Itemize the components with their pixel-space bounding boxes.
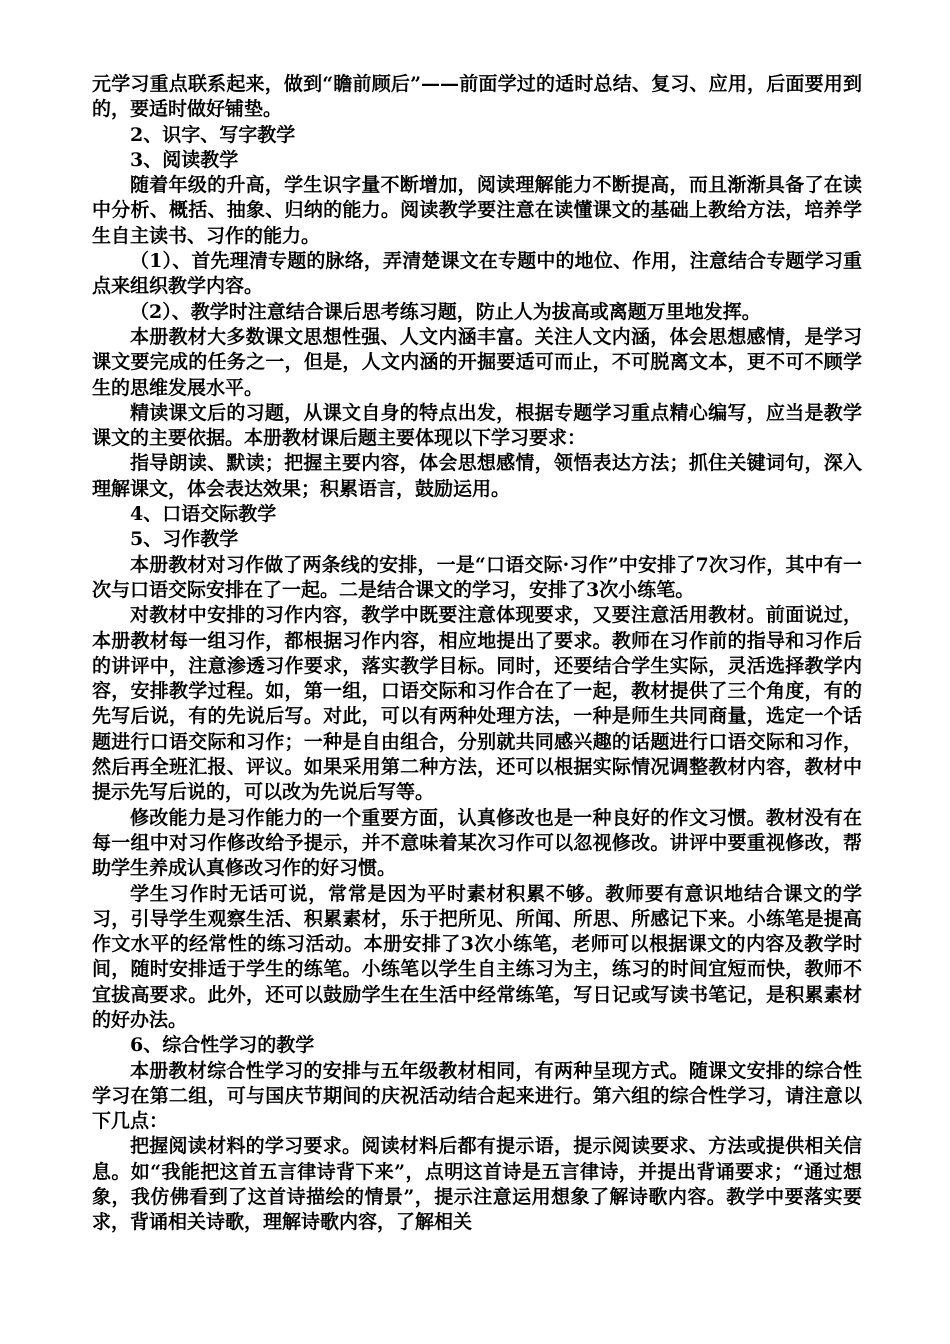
paragraph-exercises: 精读课文后的习题，从课文自身的特点出发，根据专题学习重点精心编写，应当是教学课文的主要依据。本册教材课后题主要体现以下学习要求：	[92, 401, 862, 450]
paragraph-material-accumulation: 学生习作时无话可说，常常是因为平时素材积累不够。教师要有意识地结合课文的学习，引导学生观察生活、积累素材，乐于把所见、所闻、所思、所感记下来。小练笔是提高作文水平的经常性的练习活动。本册安排了3次小练笔，老师可以根据课文的内容及教学时间，随时安排适于学生的练笔。小练笔以学生自主练习为主，练习的时间宜短而快，教师不宜拔高要求。此外，还可以鼓励学生在生活中经常练笔，写日记或写读书笔记，是积累素材的好办法。	[92, 882, 862, 1031]
document-page	[92, 72, 862, 1236]
paragraph-comprehensive-arrangement: 本册教材综合性学习的安排与五年级教材相同，有两种呈现方式。随课文安排的综合性学习在第二组，可与国庆节期间的庆祝活动结合起来进行。第六组的综合性学习，请注意以下几点：	[92, 1059, 862, 1133]
paragraph-composition-teaching: 对教材中安排的习作内容，教学中既要注意体现要求，又要注意活用教材。前面说过，本册教材每一组习作，都根据习作内容，相应地提出了要求。教师在习作前的指导和习作后的讲评中，注意渗透习作要求，落实教学目标。同时，还要结合学生实际，灵活选择教学内容，安排教学过程。如，第一组，口语交际和习作合在了一起，教材提供了三个角度，有的先写后说，有的先说后写。对此，可以有两种处理方法，一种是师生共同商量，选定一个话题进行口语交际和习作；一种是自由组合，分别就共同感兴趣的话题进行口语交际和习作，然后再全班汇报、评议。如果采用第二种方法，还可以根据实际情况调整教材内容，教材中提示先写后说的，可以改为先说后写等。	[92, 604, 862, 804]
paragraph-revision: 修改能力是习作能力的一个重要方面，认真修改也是一种良好的作文习惯。教材没有在每一组中对习作修改给予提示，并不意味着某次习作可以忽视修改。讲评中要重视修改，帮助学生养成认真修改习作的好习惯。	[92, 806, 862, 880]
paragraph-reading-point-2: （2）、教学时注意结合课后思考练习题，防止人为拔高或离题万里地发挥。	[130, 300, 761, 323]
paragraph-continuation: 元学习重点联系起来，做到“瞻前顾后”——前面学过的适时总结、复习、应用，后面要用到的，要适时做好铺垫。	[92, 73, 862, 121]
paragraph-requirements: 指导朗读、默读；把握主要内容，体会思想感情，领悟表达方法；抓住关键词句，深入理解课文，体会表达效果；积累语言，鼓励运用。	[92, 452, 862, 500]
paragraph-reading-point-1: （1）、首先理清专题的脉络，弄清楚课文在专题中的地位、作用，注意结合专题学习重点来组织教学内容。	[92, 250, 862, 298]
section-heading-literacy-writing: 2、识字、写字教学	[130, 123, 296, 146]
section-heading-reading: 3、阅读教学	[130, 148, 239, 171]
section-heading-oral-communication: 4、口语交际教学	[130, 503, 277, 526]
section-heading-comprehensive-learning: 6、综合性学习的教学	[130, 1034, 315, 1057]
section-heading-composition: 5、习作教学	[130, 528, 239, 551]
paragraph-humanistic-content: 本册教材大多数课文思想性强、人文内涵丰富。关注人文内涵，体会思想感情，是学习课文要完成的任务之一，但是，人文内涵的开掘要适可而止，不可脱离文本，更不可不顾学生的思维发展水平。	[92, 325, 862, 399]
paragraph-reading-materials: 把握阅读材料的学习要求。阅读材料后都有提示语，提示阅读要求、方法或提供相关信息。如“我能把这首五言律诗背下来”，点明这首诗是五言律诗，并提出背诵要求；“通过想象，我仿佛看到了这首诗描绘的情景”，提示注意运用想象了解诗歌内容。教学中要落实要求，背诵相关诗歌，理解诗歌内容，了解相关	[92, 1135, 862, 1234]
paragraph-reading-intro: 随着年级的升高，学生识字量不断增加，阅读理解能力不断提高，而且渐渐具备了在读中分析、概括、抽象、归纳的能力。阅读教学要注意在读懂课文的基础上教给方法，培养学生自主读书、习作的能力。	[92, 174, 862, 247]
paragraph-composition-arrangement: 本册教材对习作做了两条线的安排，一是“口语交际·习作”中安排了7次习作，其中有一次与口语交际安排在了一起。二是结合课文的学习，安排了3次小练笔。	[92, 553, 862, 601]
